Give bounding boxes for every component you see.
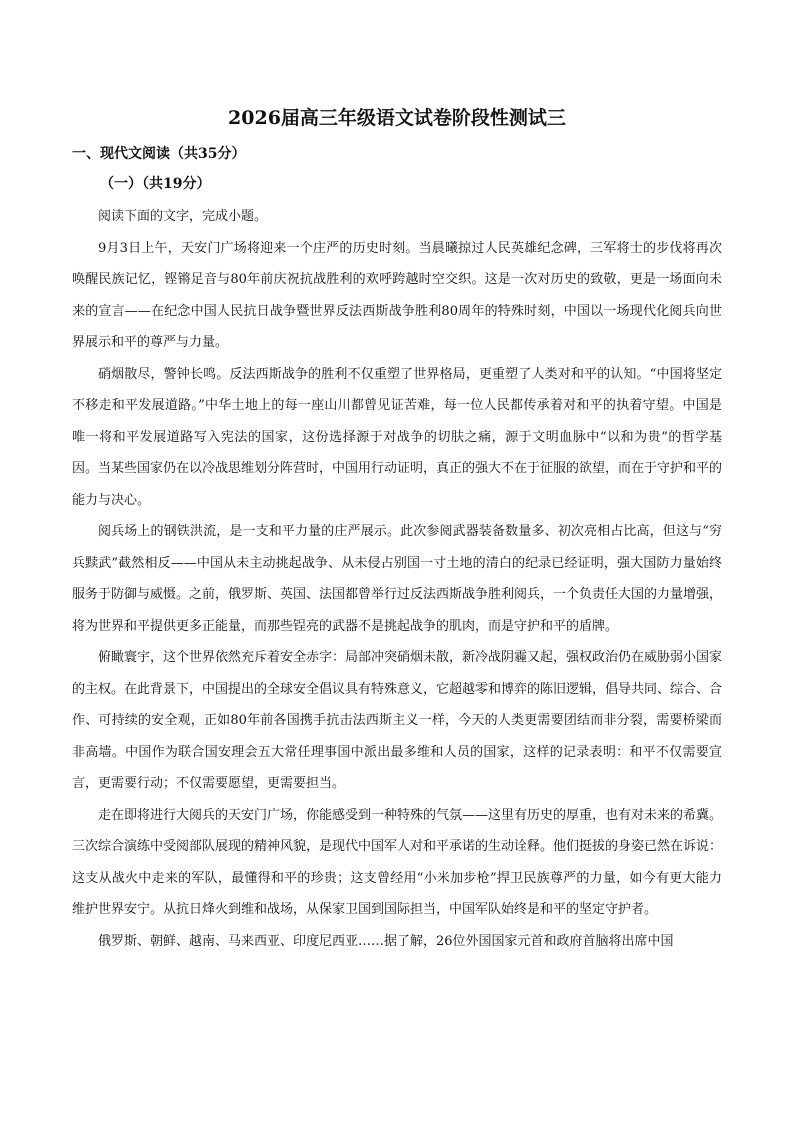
document-title: 2026届高三年级语文试卷阶段性测试三 [228, 107, 566, 129]
passage-paragraph: 阅兵场上的钢铁洪流，是一支和平力量的庄严展示。此次参阅武器装备数量多、初次亮相占比高，但这与“穷兵黩武”截然相反——中国从未主动挑起战争、从未侵占别国一寸土地的清白的纪录已经证明，强大国防力量始终服务于防御与威慑。之前，俄罗斯、英国、法国都曾举行过反法西斯战争胜利阅兵，一个负责任大国的力量增强，将为世界和平提供更多正能量，而那些锃亮的武器不是挑起战争的肌肉，而是守护和平的盾牌。 [72, 524, 723, 634]
subsection-title: （一）（共19分） [100, 176, 211, 192]
passage-body [72, 201, 722, 957]
passage-paragraph: 俯瞰寰宇，这个世界依然充斥着安全赤字：局部冲突硝烟未散，新冷战阴霾又起，强权政治仍在威胁弱小国家的主权。在此背景下，中国提出的全球安全倡议具有特殊意义，它超越零和博弈的陈旧逻辑，倡导共同、综合、合作、可持续的安全观，正如80年前各国携手抗击法西斯主义一样，今天的人类更需要团结而非分裂，需要桥梁而非高墙。中国作为联合国安理会五大常任理事国中派出最多维和人员的国家，这样的记录表明：和平不仅需要宣言，更需要行动；不仅需要愿望，更需要担当。 [72, 650, 723, 791]
passage-paragraph: 9月3日上午，天安门广场将迎来一个庄严的历史时刻。当晨曦掠过人民英雄纪念碑，三军将士的步伐将再次唤醒民族记忆，铿锵足音与80年前庆祝抗战胜利的欢呼跨越时空交织。这是一次对历史的致敬，更是一场面向未来的宣言——在纪念中国人民抗日战争暨世界反法西斯战争胜利80周年的特殊时刻，中国以一场现代化阅兵向世界展示和平的尊严与力量。 [72, 240, 722, 350]
passage-paragraph: 走在即将进行大阅兵的天安门广场，你能感受到一种特殊的气氛——这里有历史的厚重，也有对未来的希冀。三次综合演练中受阅部队展现的精神风貌，是现代中国军人对和平承诺的生动诠释。他们挺拔的身姿已然在诉说：这支从战火中走来的军队，最懂得和平的珍贵；这支曾经用“小米加步枪”捍卫民族尊严的力量，如今有更大能力维护世界安宁。从抗日烽火到维和战场，从保家卫国到国际担当，中国军队始终是和平的坚定守护者。 [72, 807, 723, 917]
section-title: 一、现代文阅读（共35分） [72, 146, 246, 162]
passage-paragraph: 硝烟散尽，警钟长鸣。反法西斯战争的胜利不仅重塑了世界格局，更重塑了人类对和平的认知。“中国将坚定不移走和平发展道路。”中华土地上的每一座山川都曾见证苦难，每一位人民都传承着对和平的执着守望。中国是唯一将和平发展道路写入宪法的国家，这份选择源于对战争的切肤之痛，源于文明血脉中“以和为贵”的哲学基因。当某些国家仍在以冷战思维划分阵营时，中国用行动证明，真正的强大不在于征服的欲望，而在于守护和平的能力与决心。 [72, 366, 723, 508]
instruction-paragraph: 阅读下面的文字，完成小题。 [98, 209, 268, 224]
passage-paragraph: 俄罗斯、朝鲜、越南、马来西亚、印度尼西亚……据了解，26位外国国家元首和政府首脑将出席中国 [98, 933, 674, 949]
